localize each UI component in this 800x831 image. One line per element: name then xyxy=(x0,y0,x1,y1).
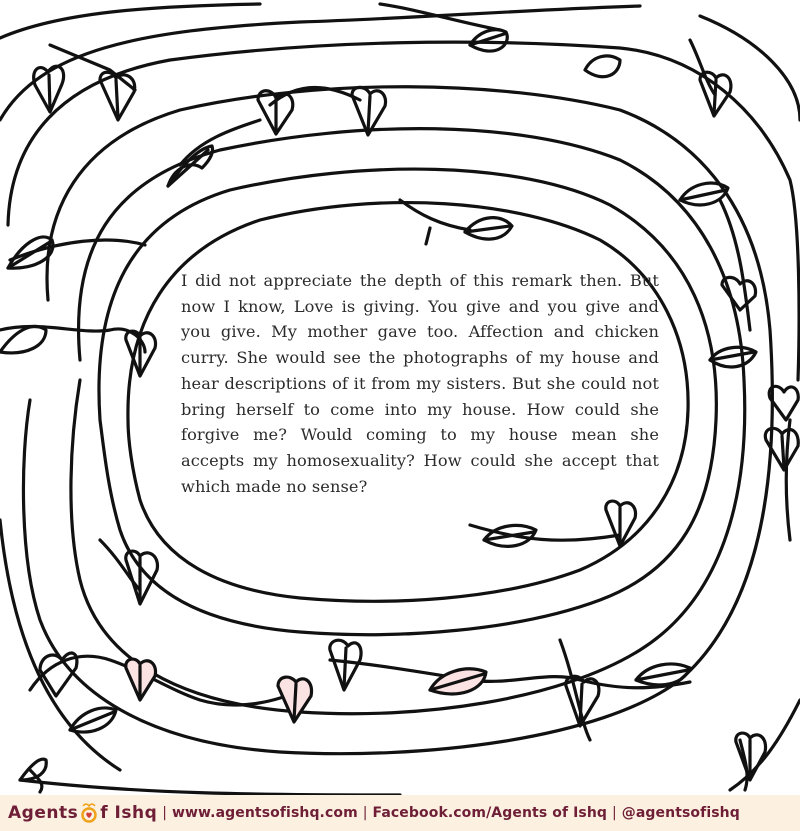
leaf xyxy=(278,677,312,722)
ring-9 xyxy=(0,520,120,770)
ring-1 xyxy=(0,4,260,38)
leaf xyxy=(470,30,507,51)
leaf xyxy=(465,218,512,239)
brand-prefix: Agents xyxy=(8,803,79,823)
separator: | xyxy=(362,805,368,821)
leaf xyxy=(484,525,536,546)
leaf xyxy=(0,326,46,352)
separator: | xyxy=(612,805,617,821)
separator: | xyxy=(162,805,167,821)
leaf xyxy=(710,347,756,367)
leaf xyxy=(70,708,116,732)
leaf xyxy=(126,551,158,604)
leaf xyxy=(330,640,361,690)
leaf xyxy=(636,664,690,685)
facebook-link[interactable]: Facebook.com/Agents of Ishq xyxy=(372,805,608,821)
heart-o-icon xyxy=(80,803,98,823)
social-handle-link[interactable]: @agentsofishq xyxy=(621,805,740,821)
brand-logo xyxy=(8,803,157,823)
leaf xyxy=(258,91,293,134)
leaf xyxy=(20,759,46,780)
leaf xyxy=(126,659,156,700)
leaf xyxy=(430,669,486,694)
leaf xyxy=(34,66,64,112)
story-passage: I did not appreciate the depth of this remark then. But now I know, Love is giving. You give and you give and you give. My mother gave too. Affection and chicken curry. She would see the photographs of my house and hear descriptions of it from my sisters. But she could not bring herself to come into my house. How could she forgive me? Would coming to my house mean she accepts my homosexuality? How could she accept that which made no sense? xyxy=(181,271,659,496)
footer-bar xyxy=(0,795,800,831)
ring-10 xyxy=(20,780,400,795)
vine-stem xyxy=(426,228,430,244)
brand-suffix: f Ishq xyxy=(100,803,158,823)
vine-stem xyxy=(786,420,790,540)
website-link[interactable]: www.agentsofishq.com xyxy=(171,805,358,821)
vine-stem xyxy=(330,660,690,688)
leaf xyxy=(585,56,620,77)
